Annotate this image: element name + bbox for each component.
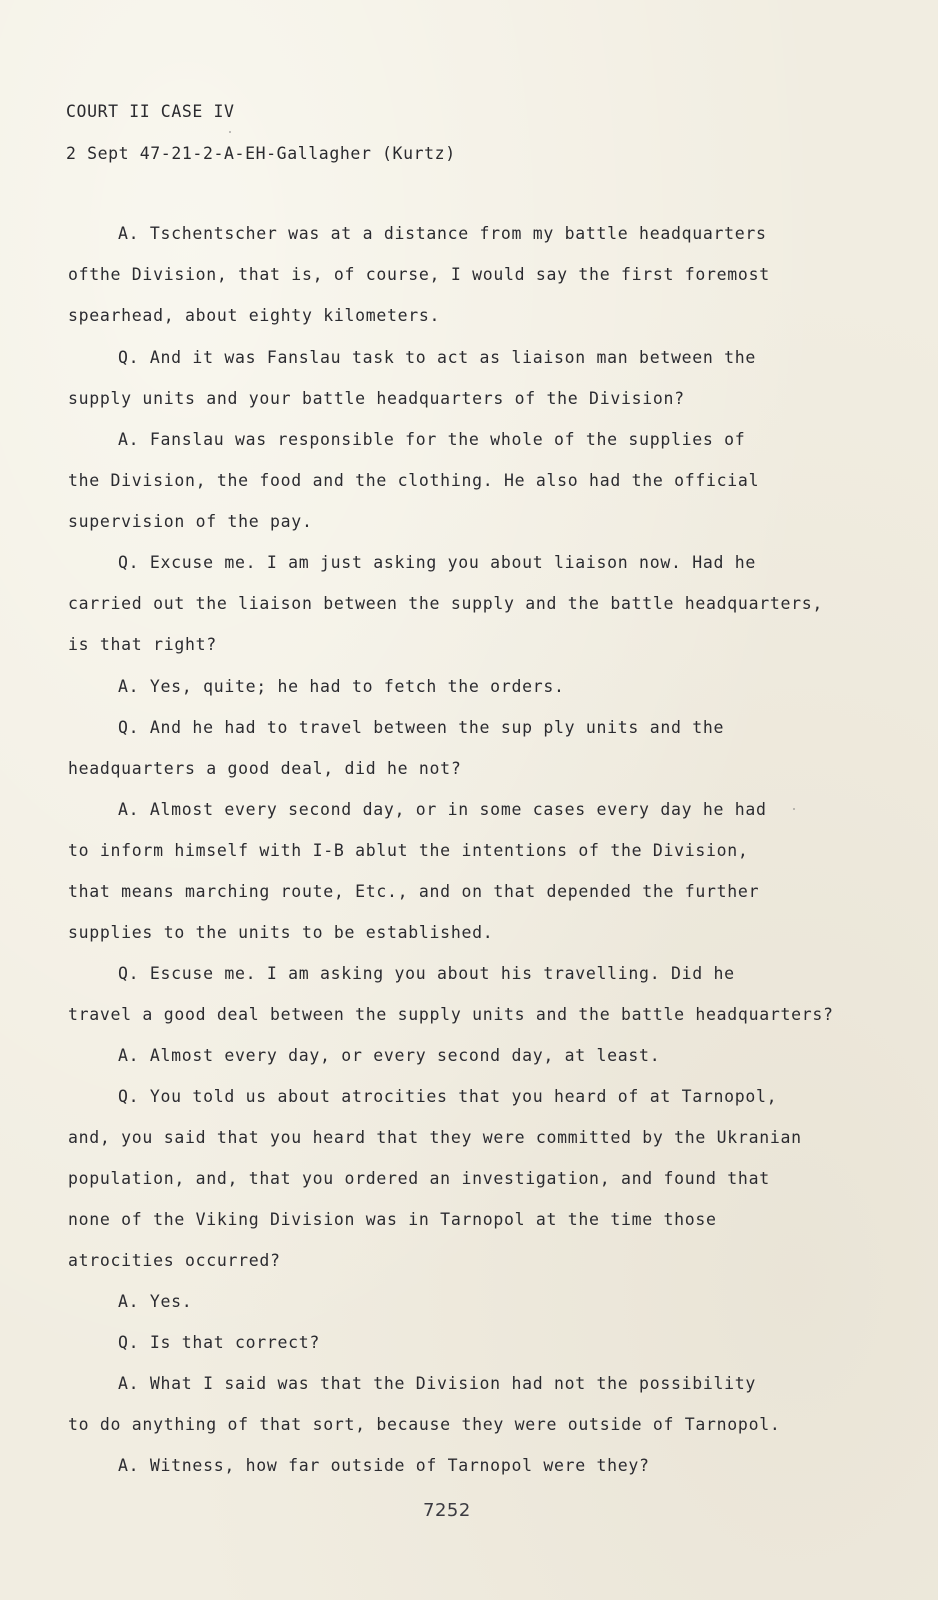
transcript-line: supervision of the pay. [68,512,313,531]
court-case-header: COURT II CASE IV [66,102,235,121]
transcript-line: A. Almost every second day, or in some cases every day he had [118,800,767,819]
transcript-line: A. Witness, how far outside of Tarnopol were they? [118,1456,650,1475]
transcript-line: Q. Excuse me. I am just asking you about liaison now. Had he [118,553,757,572]
transcript-line: A. Fanslau was responsible for the whole of the supplies of [118,430,746,449]
transcript-line: Q. And he had to travel between the sup ply units and the [118,718,725,737]
transcript-line: to do anything of that sort, because they were outside of Tarnopol. [68,1415,781,1434]
transcript-line: population, and, that you ordered an investigation, and found that [68,1169,770,1188]
transcript-line: the Division, the food and the clothing. He also had the official [68,471,760,490]
transcript-line: to inform himself with I-B ablut the intentions of the Division, [68,841,749,860]
transcript-line: Q. Escuse me. I am asking you about his travelling. Did he [118,964,735,983]
transcript-line: spearhead, about eighty kilometers. [68,306,441,325]
transcript-line: A. Yes, quite; he had to fetch the orders. [118,677,565,696]
transcript-line: Q. And it was Fanslau task to act as liaison man between the [118,348,757,367]
transcript-line: A. What I said was that the Division had not the possibility [118,1374,757,1393]
page-number: 7252 [423,1500,471,1521]
transcript-line: none of the Viking Division was in Tarnopol at the time those [68,1210,717,1229]
transcript-line: A. Yes. [118,1292,193,1311]
transcript-line: Q. You told us about atrocities that you heard of at Tarnopol, [118,1087,778,1106]
transcript-line: carried out the liaison between the supply and the battle headquarters, [68,594,824,613]
transcript-line: supply units and your battle headquarters of the Division? [68,389,685,408]
transcript-line: travel a good deal between the supply units and the battle headquarters? [68,1005,834,1024]
transcript-line: ofthe Division, that is, of course, I would say the first foremost [68,265,770,284]
paper-fleck [229,131,231,133]
transcript-line: and, you said that you heard that they were committed by the Ukranian [68,1128,802,1147]
transcript-line: A. Almost every day, or every second day, at least. [118,1046,661,1065]
transcript-line: that means marching route, Etc., and on that depended the further [68,882,760,901]
transcript-line: is that right? [68,635,217,654]
transcript-line: Q. Is that correct? [118,1333,321,1352]
paper-fleck [793,808,795,810]
date-reporter-header: 2 Sept 47-21-2-A-EH-Gallagher (Kurtz) [66,144,456,163]
transcript-line: A. Tschentscher was at a distance from my battle headquarters [118,224,767,243]
transcript-line: headquarters a good deal, did he not? [68,759,462,778]
transcript-line: supplies to the units to be established. [68,923,494,942]
transcript-line: atrocities occurred? [68,1251,281,1270]
